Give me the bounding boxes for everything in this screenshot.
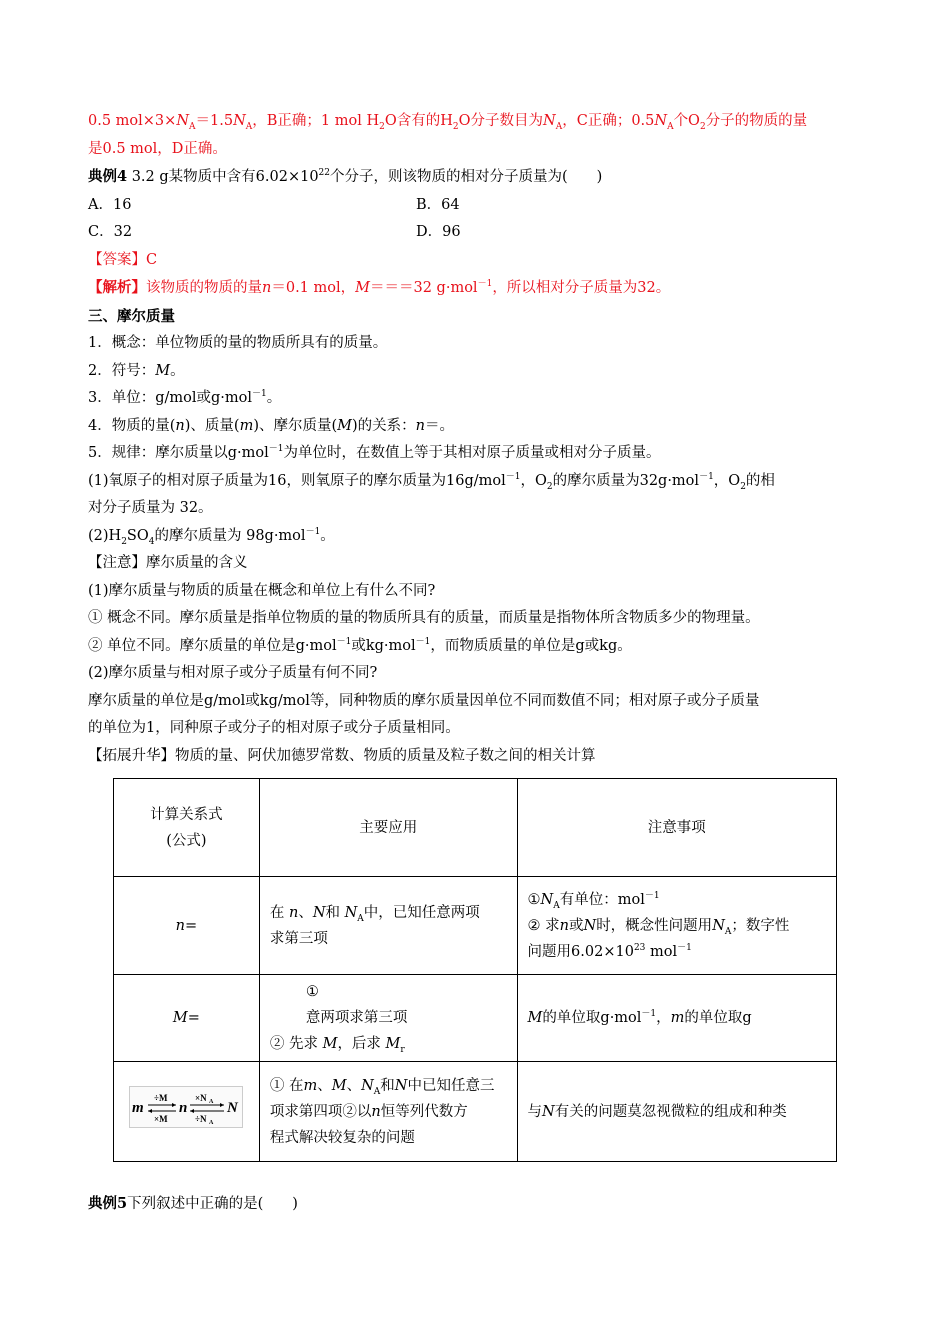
extend-heading: 【拓展升华】物质的量、阿伏加德罗常数、物质的质量及粒子数之间的相关计算 bbox=[88, 747, 596, 764]
option-d: D．96 bbox=[416, 224, 461, 240]
sulfuric-acid-example: $(2)H_2SO_4$的摩尔质量为 98g·mol$^{-1}$。 bbox=[88, 526, 335, 547]
formula-NA-sub-2: A bbox=[209, 1120, 214, 1126]
formula-n: n= bbox=[114, 877, 260, 975]
header-notes: 注意事项 bbox=[517, 779, 836, 877]
example4-options-row2 bbox=[88, 219, 868, 247]
example4-question: 典例4 3.2 g某物质中含有$6.02\times 10^{22}$个分子，则该物质的相对分子质量为( ) bbox=[88, 168, 603, 185]
formula-chain bbox=[114, 1062, 260, 1162]
formula-mul-NA: ×N bbox=[195, 1093, 208, 1103]
formula-N: N bbox=[227, 1100, 239, 1116]
formula-div-NA: ÷N bbox=[195, 1114, 207, 1124]
application-chain: ① 在m、M、$N_A$和N中已知任意三 项求第四项②以n恒等列代数方 程式解决较复杂的问题 bbox=[259, 1062, 517, 1162]
formula-n: n bbox=[179, 1100, 188, 1116]
unit-line: 3．单位：g/mol或g·mol$^{-1}$。 bbox=[88, 389, 282, 406]
table-header-row bbox=[114, 779, 837, 877]
notes-M: M的单位取g·mol$^{-1}$，m的单位取g bbox=[517, 975, 836, 1062]
section3-heading: 三、摩尔质量 bbox=[88, 307, 175, 325]
table-row bbox=[114, 877, 837, 975]
note-answer-2: 摩尔质量的单位是g/mol或kg/mol等，同种物质的摩尔质量因单位不同而数值不同；相对原子或分子质量 的单位为1，同种原子或分子的相对原子或分子质量相同。 bbox=[88, 692, 760, 736]
arrowhead-right-2 bbox=[220, 1103, 224, 1107]
application-n: 在 n、N和 $N_A$中，已知任意两项 求第三项 bbox=[259, 877, 517, 975]
oxygen-example: (1)氧原子的相对原子质量为16，则氧原子的摩尔质量为16g/mol$^{-1}$，$O_2$的摩尔质量为32g·mol$^{-1}$，$O_2$的相 对分子质量为 32。 bbox=[88, 471, 775, 516]
concept-line: 1．概念：单位物质的量的物质所具有的质量。 bbox=[88, 335, 388, 351]
formula-M: M= bbox=[114, 975, 260, 1062]
calculation-table bbox=[113, 778, 837, 1162]
application-M: ① 意两项求第三项 ② 先求 M，后求 $M_r$ bbox=[259, 975, 517, 1062]
table-row bbox=[114, 975, 837, 1062]
note-answer-1a: ① 概念不同。摩尔质量是指单位物质的量的物质所具有的质量，而质量是指物体所含物质多少的物理量。 bbox=[88, 610, 760, 626]
document-page bbox=[88, 108, 868, 1212]
notes-chain: 与N有关的问题莫忽视微粒的组成和种类 bbox=[517, 1062, 836, 1162]
arrowhead-left-2 bbox=[190, 1109, 194, 1113]
example4-answer: 【答案】C bbox=[88, 251, 158, 268]
note-question-1: (1)摩尔质量与物质的质量在概念和单位上有什么不同? bbox=[88, 582, 436, 599]
intro-paragraph: 0.5 $mol\times 3\times N_A=1.5N_A$，B正确；1 mol $H_2O$含有的$H_2O$分子数目为$N_A$，C正确；$0.5N_A$个$O_2$分子的物质的量 是0.5 mol，D正确。 bbox=[88, 113, 808, 157]
note-answer-1b: ② 单位不同。摩尔质量的单位是g·mol$^{-1}$或kg·mol$^{-1}$，而物质质量的单位是g或kg。 bbox=[88, 636, 632, 654]
example4-options-row1 bbox=[88, 192, 868, 220]
note-heading: 【注意】摩尔质量的含义 bbox=[88, 555, 248, 571]
option-b: B．64 bbox=[416, 196, 460, 213]
formula-NA-sub-1: A bbox=[209, 1099, 214, 1105]
header-application: 主要应用 bbox=[259, 779, 517, 877]
arrowhead-right-1 bbox=[172, 1103, 176, 1107]
arrowhead-left-1 bbox=[148, 1109, 152, 1113]
conversion-diagram-svg bbox=[130, 1087, 242, 1127]
example5-question: 典例5下列叙述中正确的是( ) bbox=[88, 1195, 298, 1212]
conversion-diagram bbox=[129, 1086, 243, 1128]
symbol-line: 2．符号：M。 bbox=[88, 362, 185, 379]
formula-div-M: ÷M bbox=[154, 1093, 168, 1103]
option-a: A．16 bbox=[88, 196, 132, 213]
header-formula: 计算关系式 (公式) bbox=[114, 779, 260, 877]
rule-line: 5．规律：摩尔质量以g·mol$^{-1}$为单位时，在数值上等于其相对原子质量或相对分子质量。 bbox=[88, 444, 661, 461]
relation-line: 4．物质的量(n)、质量(m)、摩尔质量(M)的关系：n＝。 bbox=[88, 417, 455, 434]
notes-n: $①N_A$有单位：mol$^{-1}$ ② 求n或N时，概念性问题用$N_A$；数字性 问题用$6.02\times 10^{23}$ mol$^{-1}$ bbox=[517, 877, 836, 975]
option-c: C．32 bbox=[88, 224, 133, 240]
example4-analysis: 【解析】该物质的物质的量n＝0.1 mol，M＝＝＝32 g·mol$^{-1}$，所以相对分子质量为32。 bbox=[88, 279, 671, 296]
table-row bbox=[114, 1062, 837, 1162]
formula-m: m bbox=[132, 1100, 145, 1116]
note-question-2: (2)摩尔质量与相对原子或分子质量有何不同? bbox=[88, 665, 378, 681]
formula-mul-M: ×M bbox=[154, 1114, 169, 1124]
